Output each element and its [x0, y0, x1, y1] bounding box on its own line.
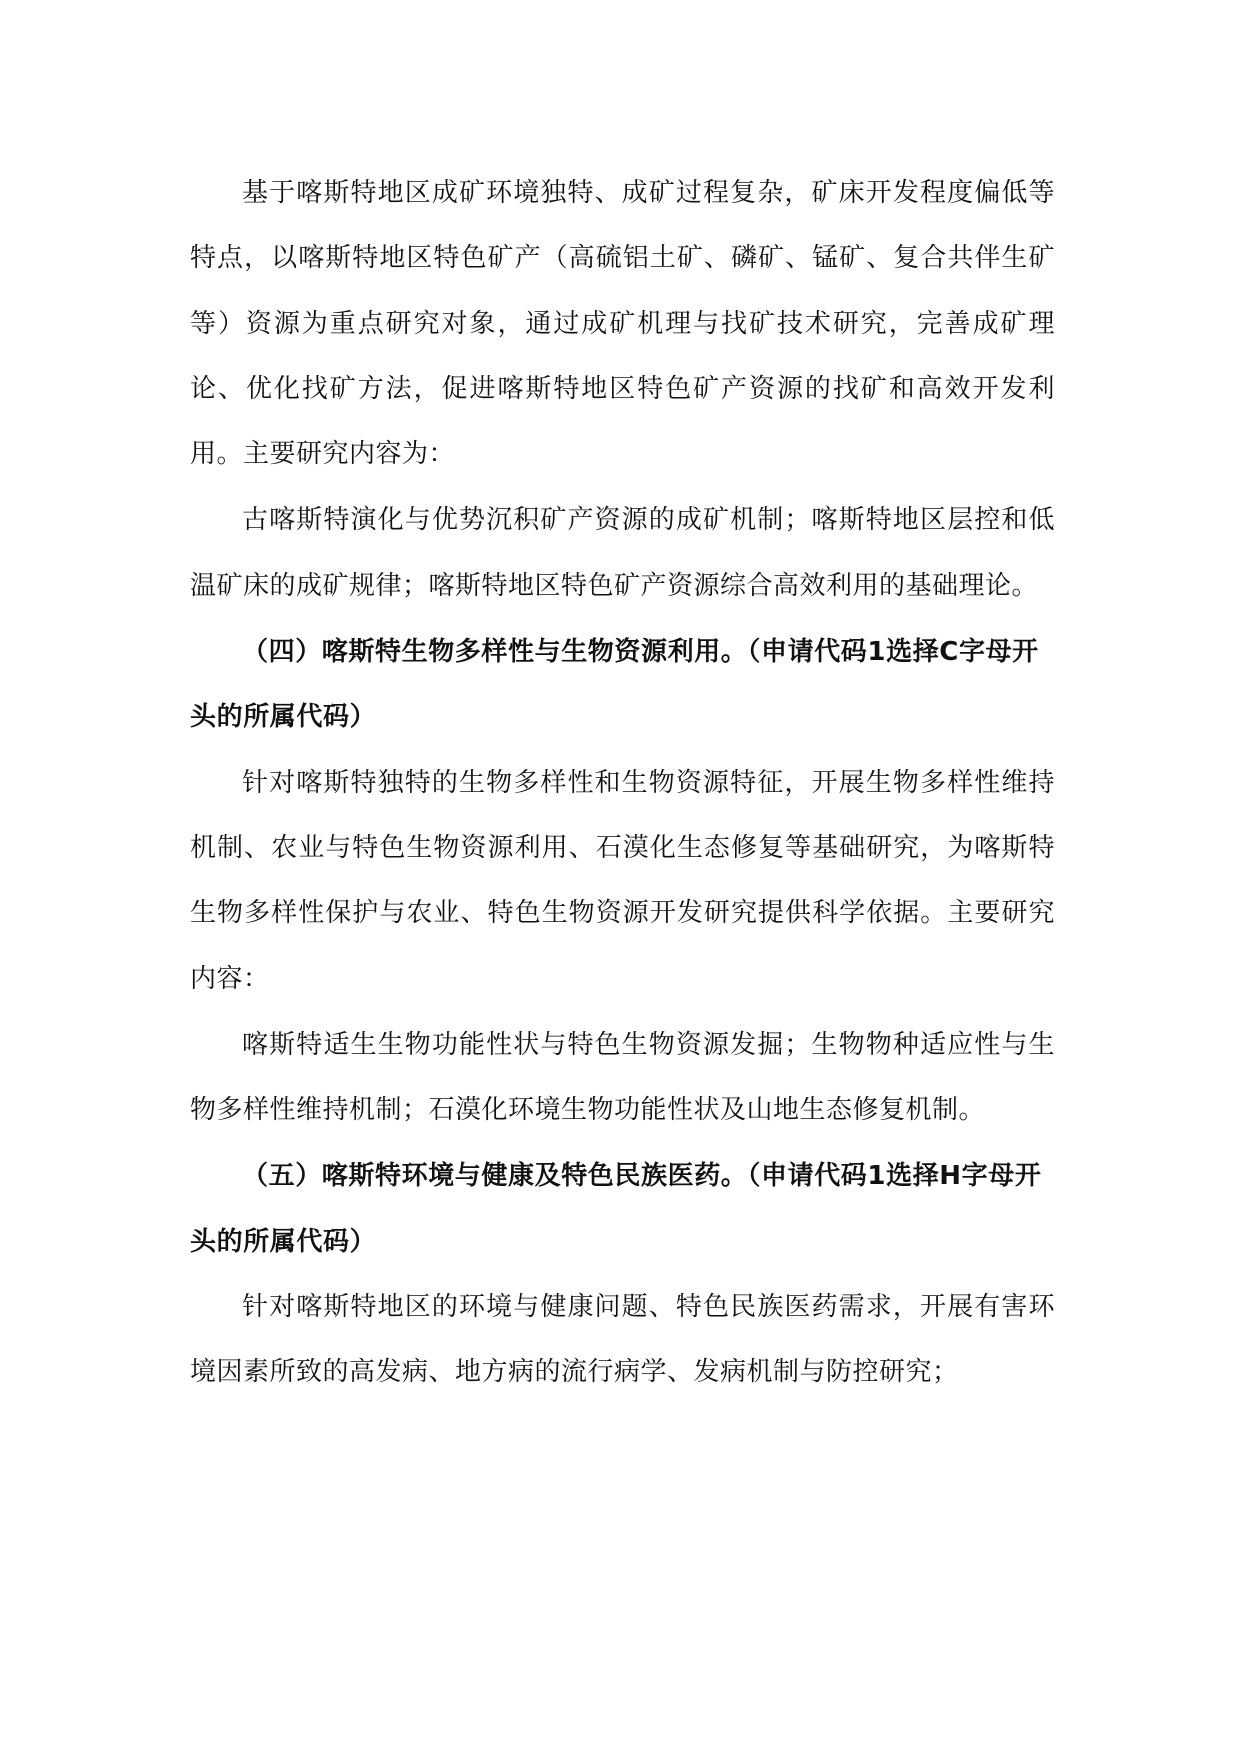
paragraph-mineral-intro: 基于喀斯特地区成矿环境独特、成矿过程复杂，矿床开发程度偏低等特点，以喀斯特地区特色矿产（高硫铝土矿、磷矿、锰矿、复合共伴生矿等）资源为重点研究对象，通过成矿机理与找矿技术研究，完善成矿理论、优化找矿方法，促进喀斯特地区特色矿产资源的找矿和高效开发利用。主要研究内容为： [190, 178, 1055, 470]
document-body [190, 161, 1055, 1407]
paragraph-biodiversity-content: 喀斯特适生生物功能性状与特色生物资源发掘；生物物种适应性与生物多样性维持机制；石漠化环境生物功能性状及山地生态修复机制。 [190, 1029, 1055, 1126]
paragraph-mineral-content: 古喀斯特演化与优势沉积矿产资源的成矿机制；喀斯特地区层控和低温矿床的成矿规律；喀斯特地区特色矿产资源综合高效利用的基础理论。 [190, 505, 1055, 601]
section-heading-health-medicine: （五）喀斯特环境与健康及特色民族医药。（申请代码1选择H字母开头的所属代码） [190, 1161, 1042, 1257]
paragraph-health-intro: 针对喀斯特地区的环境与健康问题、特色民族医药需求，开展有害环境因素所致的高发病、地方病的流行病学、发病机制与防控研究； [190, 1292, 1055, 1388]
section-heading-biodiversity: （四）喀斯特生物多样性与生物资源利用。（申请代码1选择C字母开头的所属代码） [190, 637, 1039, 733]
paragraph-biodiversity-intro: 针对喀斯特独特的生物多样性和生物资源特征，开展生物多样性维持机制、农业与特色生物资源利用、石漠化生态修复等基础研究，为喀斯特生物多样性保护与农业、特色生物资源开发研究提供科学依据。主要研究内容： [190, 767, 1055, 994]
